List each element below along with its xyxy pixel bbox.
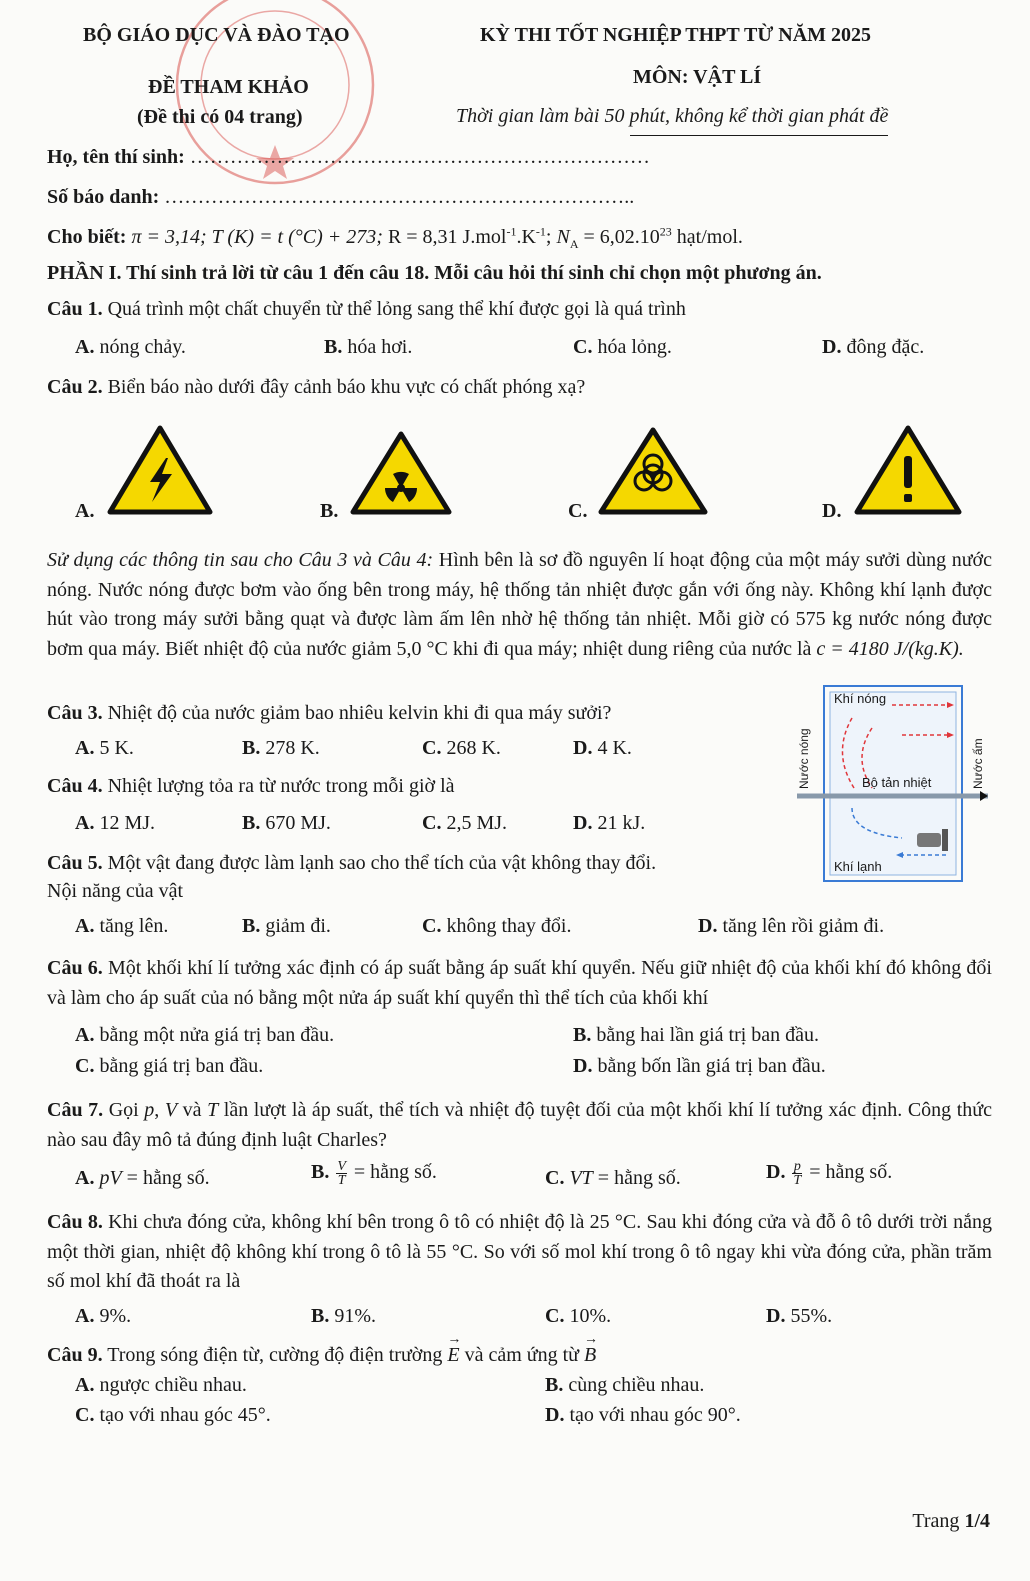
q6-option-b[interactable]: B. bằng hai lần giá trị ban đầu. bbox=[573, 1024, 820, 1046]
q5-option-b[interactable]: B. giảm đi. bbox=[242, 915, 331, 937]
q5-option-a[interactable]: A. tăng lên. bbox=[75, 915, 169, 937]
q9-option-d[interactable]: D. tạo với nhau góc 90°. bbox=[545, 1404, 741, 1426]
q7-option-b[interactable]: B. $\frac{V}{T}$ = hằng số. bbox=[311, 1159, 437, 1188]
name-label: Họ, tên thí sinh: bbox=[47, 146, 185, 168]
q2-label-c[interactable]: C. bbox=[568, 500, 588, 522]
q5-stem: Câu 5. Một vật đang được làm lạnh sao cho thể tích của vật không thay đổi. bbox=[47, 852, 657, 874]
q7-option-d[interactable]: D. $\frac{p}{T}$ = hằng số. bbox=[766, 1159, 893, 1188]
q3-option-b[interactable]: B. 278 K. bbox=[242, 737, 320, 759]
q7-stem: Câu 7. Gọi p, V và T lần lượt là áp suất, thể tích và nhiệt độ tuyệt đối của một khối khí lí tưởng xác định. Công thức nào sau đây mô tả đúng định luật Charles? bbox=[47, 1099, 992, 1151]
q8-option-d[interactable]: D. 55%. bbox=[766, 1305, 833, 1327]
q4-option-b[interactable]: B. 670 MJ. bbox=[242, 812, 331, 834]
q3-option-c[interactable]: C. 268 K. bbox=[422, 737, 501, 759]
constants-line: Cho biết: π = 3,14; T (K) = t (°C) + 273; R = 8,31 $J.mol^{-1}.K^{-1}$; $N_A = 6,02.10^{23}$ hạt/mol. bbox=[47, 224, 743, 251]
time-note: Thời gian làm bài 50 phút, không kể thời gian phát đề bbox=[456, 105, 889, 127]
page-number: Trang 1/4 bbox=[912, 1510, 990, 1532]
q6-option-d[interactable]: D. bằng bốn lần giá trị ban đầu. bbox=[573, 1055, 826, 1077]
general-warning-sign-icon[interactable] bbox=[853, 424, 963, 516]
q5-stem-cont: Nội năng của vật bbox=[47, 880, 184, 902]
q3-option-d[interactable]: D. 4 K. bbox=[573, 737, 632, 759]
candidate-id-line bbox=[47, 186, 634, 209]
q1-option-d[interactable]: D. đông đặc. bbox=[822, 336, 925, 358]
q3-stem: Câu 3. Nhiệt độ của nước giảm bao nhiêu kelvin khi đi qua máy sưởi? bbox=[47, 702, 612, 724]
pages-note: (Đề thi có 04 trang) bbox=[137, 106, 303, 128]
q6-option-a[interactable]: A. bằng một nửa giá trị ban đầu. bbox=[75, 1024, 335, 1046]
radiation-hazard-sign-icon[interactable] bbox=[349, 430, 453, 516]
q5-option-d[interactable]: D. tăng lên rồi giảm đi. bbox=[698, 915, 885, 937]
q9-option-a[interactable]: A. ngược chiều nhau. bbox=[75, 1374, 247, 1396]
name-dots: …………………………………………………………… bbox=[189, 146, 650, 168]
q8-option-b[interactable]: B. 91%. bbox=[311, 1305, 377, 1327]
vector-e: → E bbox=[447, 1332, 462, 1366]
q7-option-c[interactable]: C. VT = hằng số. bbox=[545, 1167, 681, 1189]
info-q3-q4: Sử dụng các thông tin sau cho Câu 3 và Câu 4: Hình bên là sơ đồ nguyên lí hoạt động của một máy sưởi dùng nước nóng. Nước nóng được bơm vào ống bên trong máy, hệ thống tản nhiệt được gắn với ống này. Không khí lạnh được hút vào trong máy sưởi bằng quạt và được làm ấm lên nhờ hệ thống tản nhiệt. Mỗi giờ có 575 kg nước nóng được bơm qua máy. Biết nhiệt độ của nước giảm 5,0 °C khi đi qua máy; nhiệt dung riêng của nước là c = 4180 J/(kg.K). bbox=[47, 549, 992, 660]
id-label: Số báo danh: bbox=[47, 186, 160, 208]
q8-stem: Câu 8. Khi chưa đóng cửa, không khí bên trong ô tô có nhiệt độ là 25 °C. Sau khi đóng cửa và đỗ ô tô dưới trời nắng một thời gian, nhiệt độ không khí trong ô tô là 55 °C. So với số mol khí trong ô tô ngay khi vừa đóng cửa, phần trăm số mol khí đã thoát ra là bbox=[47, 1211, 992, 1292]
ministry-name: BỘ GIÁO DỤC VÀ ĐÀO TẠO bbox=[83, 24, 350, 46]
q4-option-a[interactable]: A. 12 MJ. bbox=[75, 812, 156, 834]
exam-title: KỲ THI TỐT NGHIỆP THPT TỪ NĂM 2025 bbox=[480, 24, 872, 46]
q1-option-c[interactable]: C. hóa lỏng. bbox=[573, 336, 672, 358]
id-dots: …………………………………………………………….. bbox=[164, 186, 635, 208]
hot-air-label: Khí nóng bbox=[834, 691, 887, 706]
doc-type: ĐỀ THAM KHẢO bbox=[148, 76, 309, 98]
q9-option-c[interactable]: C. tạo với nhau góc 45°. bbox=[75, 1404, 271, 1426]
candidate-name-line bbox=[47, 146, 650, 169]
cold-air-label: Khí lạnh bbox=[834, 859, 882, 874]
q2-label-b[interactable]: B. bbox=[320, 500, 339, 522]
q3-option-a[interactable]: A. 5 K. bbox=[75, 737, 134, 759]
q4-option-c[interactable]: C. 2,5 MJ. bbox=[422, 812, 508, 834]
part1-heading: PHẦN I. Thí sinh trả lời từ câu 1 đến câu 18. Mỗi câu hỏi thí sinh chỉ chọn một phương án. bbox=[47, 262, 822, 284]
q4-option-d[interactable]: D. 21 kJ. bbox=[573, 812, 646, 834]
electric-hazard-sign-icon[interactable] bbox=[106, 424, 214, 516]
q9-option-b[interactable]: B. cùng chiều nhau. bbox=[545, 1374, 705, 1396]
q2-stem: Câu 2. Biển báo nào dưới đây cảnh báo khu vực có chất phóng xạ? bbox=[47, 376, 586, 398]
q2-label-a[interactable]: A. bbox=[75, 500, 95, 522]
q6-option-c[interactable]: C. bằng giá trị ban đầu. bbox=[75, 1055, 264, 1077]
time-underline bbox=[630, 135, 888, 136]
q8-option-c[interactable]: C. 10%. bbox=[545, 1305, 612, 1327]
q9-stem: Câu 9. Trong sóng điện từ, cường độ điện trường → E và cảm ứng từ → B bbox=[47, 1332, 599, 1366]
q5-option-c[interactable]: C. không thay đổi. bbox=[422, 915, 572, 937]
q8-option-a[interactable]: A. 9%. bbox=[75, 1305, 132, 1327]
q2-label-d[interactable]: D. bbox=[822, 500, 842, 522]
q1-option-a[interactable]: A. nóng chảy. bbox=[75, 336, 186, 358]
q1-option-b[interactable]: B. hóa hơi. bbox=[324, 336, 413, 358]
q4-stem: Câu 4. Nhiệt lượng tỏa ra từ nước trong mỗi giờ là bbox=[47, 775, 455, 797]
q1-stem: Câu 1. Quá trình một chất chuyển từ thể lỏng sang thể khí được gọi là quá trình bbox=[47, 298, 686, 320]
subject-title: MÔN: VẬT LÍ bbox=[633, 66, 762, 88]
biohazard-sign-icon[interactable] bbox=[597, 426, 709, 516]
water-out-label: Nước ấm bbox=[971, 738, 985, 789]
heater-diagram bbox=[792, 683, 992, 888]
q7-option-a[interactable]: A. pV = hằng số. bbox=[75, 1167, 210, 1189]
water-in-label: Nước nóng bbox=[797, 728, 811, 789]
vector-b: → B bbox=[584, 1332, 599, 1366]
radiator-label: Bộ tản nhiệt bbox=[862, 775, 932, 790]
q6-stem: Câu 6. Một khối khí lí tưởng xác định có áp suất bằng áp suất khí quyển. Nếu giữ nhiệt độ của khối khí đó không đổi và làm cho áp suất của nó bằng một nửa áp suất khí quyển thì thể tích của khối khí bbox=[47, 957, 992, 1009]
